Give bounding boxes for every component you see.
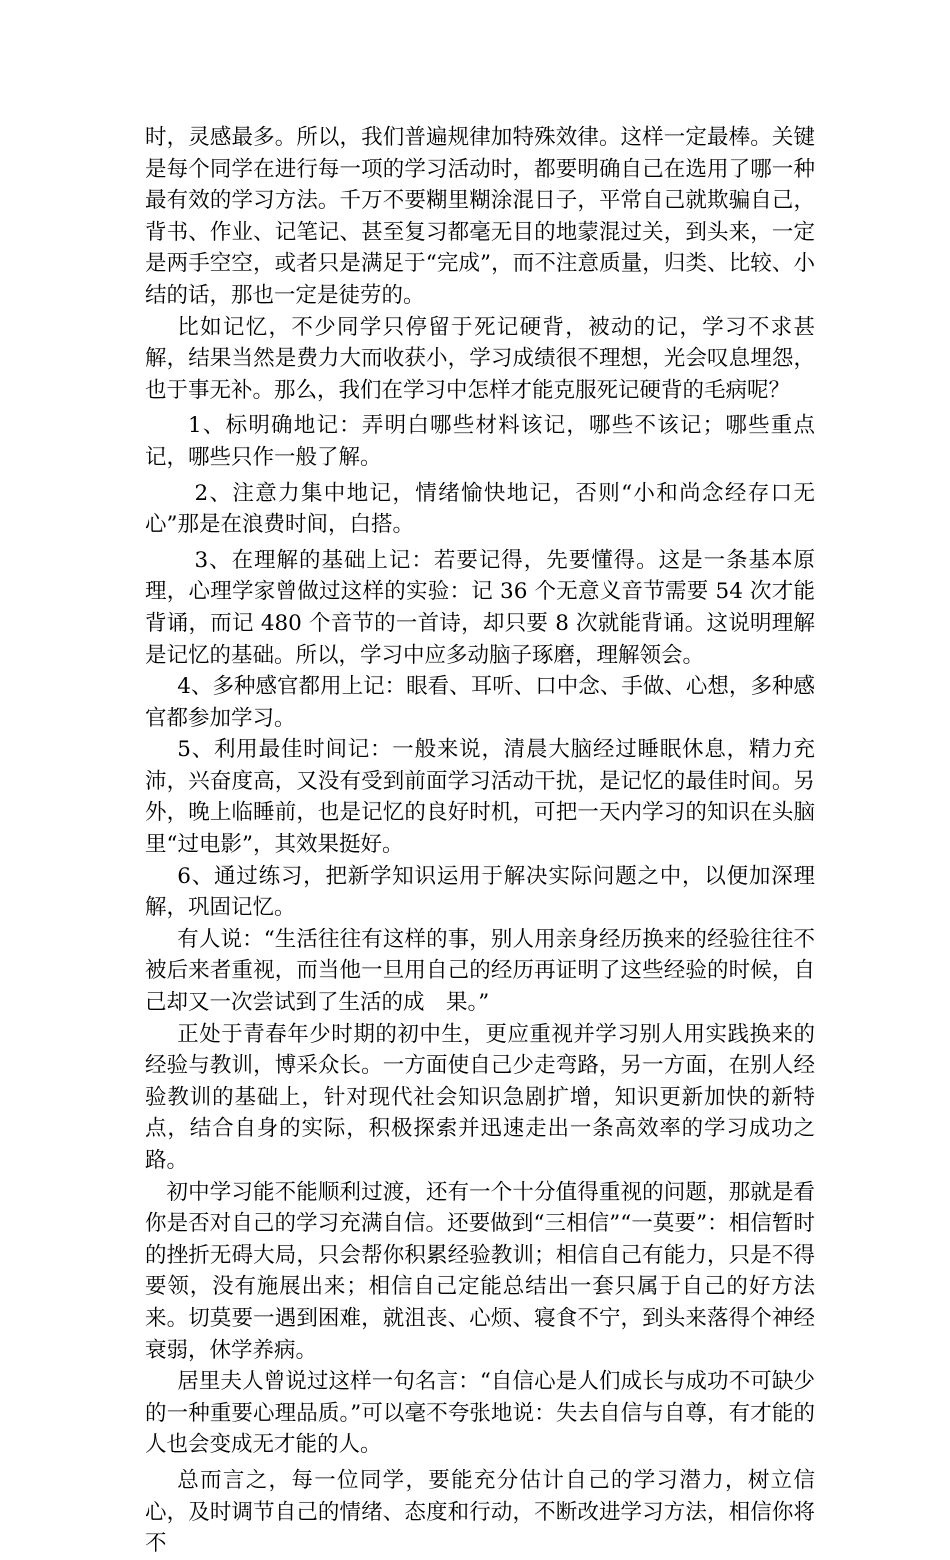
paragraph-junior-students: 正处于青春年少时期的初中生，更应重视并学习别人用实践换来的经验与教训，博采众长。一方面使自己少走弯路，另一方面，在别人经验教训的基础上，针对现代社会知识急剧扩增，知识更新加快的新特点，结合自身的实际，积极探索并迅速走出一条高效率的学习成功之路。 [145,1021,815,1173]
list-item-memory-1: 1、标明确地记：弄明白哪些材料该记，哪些不该记；哪些重点记，哪些只作一般了解。 [145,413,815,470]
paragraph-memory-intro: 比如记忆，不少同学只停留于死记硬背，被动的记，学习不求甚解，结果当然是费力大而收获小，学习成绩很不理想，光会叹息埋怨，也于事无补。那么，我们在学习中怎样才能克服死记硬背的毛病呢？ [145,314,815,403]
paragraph-conclusion: 总而言之，每一位同学，要能充分估计自己的学习潜力，树立信心，及时调节自己的情绪、态度和行动，不断改进学习方法，相信你将不 [145,1467,815,1557]
list-item-memory-4: 4、多种感官都用上记：眼看、耳听、口中念、手做、心想，多种感官都参加学习。 [145,674,815,731]
list-item-memory-3: 3、在理解的基础上记：若要记得，先要懂得。这是一条基本原理，心理学家曾做过这样的实验：记 36 个无意义音节需要 54 次才能背诵，而记 480 个音节的一首诗，却只要 8 次就能背诵。这说明理解是记忆的基础。所以，学习中应多动脑子琢磨，理解领会。 [145,547,815,668]
paragraph-learning-method: 时，灵感最多。所以，我们普遍规律加特殊效律。这样一定最棒。关键是每个同学在进行每一项的学习活动时，都要明确自己在选用了哪一种最有效的学习方法。千万不要糊里糊涂混日子，平常自己就欺骗自己，背书、作业、记笔记、甚至复习都毫无目的地蒙混过关，到头来，一定是两手空空，或者只是满足于“完成”，而不注意质量，归类、比较、小结的话，那也一定是徒劳的。 [145,125,815,308]
document-body [145,122,837,1560]
paragraph-curie-quote: 居里夫人曾说过这样一句名言：“自信心是人们成长与成功不可缺少的一种重要心理品质。”可以毫不夸张地说：失去自信与自尊，有才能的人也会变成无才能的人。 [145,1369,815,1458]
list-item-memory-6: 6、通过练习，把新学知识运用于解决实际问题之中，以便加深理解，巩固记忆。 [145,863,815,921]
paragraph-quote-experience: 有人说：“生活往往有这样的事，别人用亲身经历换来的经验往往不 被后来者重视，而当他一旦用自己的经历再证明了这些经验的时候，自己却又一次尝试到了生活的成 果。” [145,926,837,1016]
list-item-memory-5: 5、利用最佳时间记：一般来说，清晨大脑经过睡眠休息，精力充沛，兴奋度高，又没有受到前面学习活动干扰，是记忆的最佳时间。另外，晚上临睡前，也是记忆的良好时机，可把一天内学习的知识在头脑里“过电影”，其效果挺好。 [145,737,815,858]
list-item-memory-2: 2、注意力集中地记，情绪愉快地记，否则“小和尚念经存口无心”那是在浪费时间，白搭。 [145,480,815,538]
paragraph-self-confidence: 初中学习能不能顺利过渡，还有一个十分值得重视的问题，那就是看你是否对自己的学习充满自信。还要做到“三相信”“一莫要”：相信暂时的挫折无碍大局，只会帮你积累经验教训；相信自己有能力，只是不得要领，没有施展出来；相信自己定能总结出一套只属于自己的好方法来。切莫要一遇到困难，就沮丧、心烦、寝食不宁，到头来落得个神经衰弱，休学养病。 [145,1179,815,1363]
